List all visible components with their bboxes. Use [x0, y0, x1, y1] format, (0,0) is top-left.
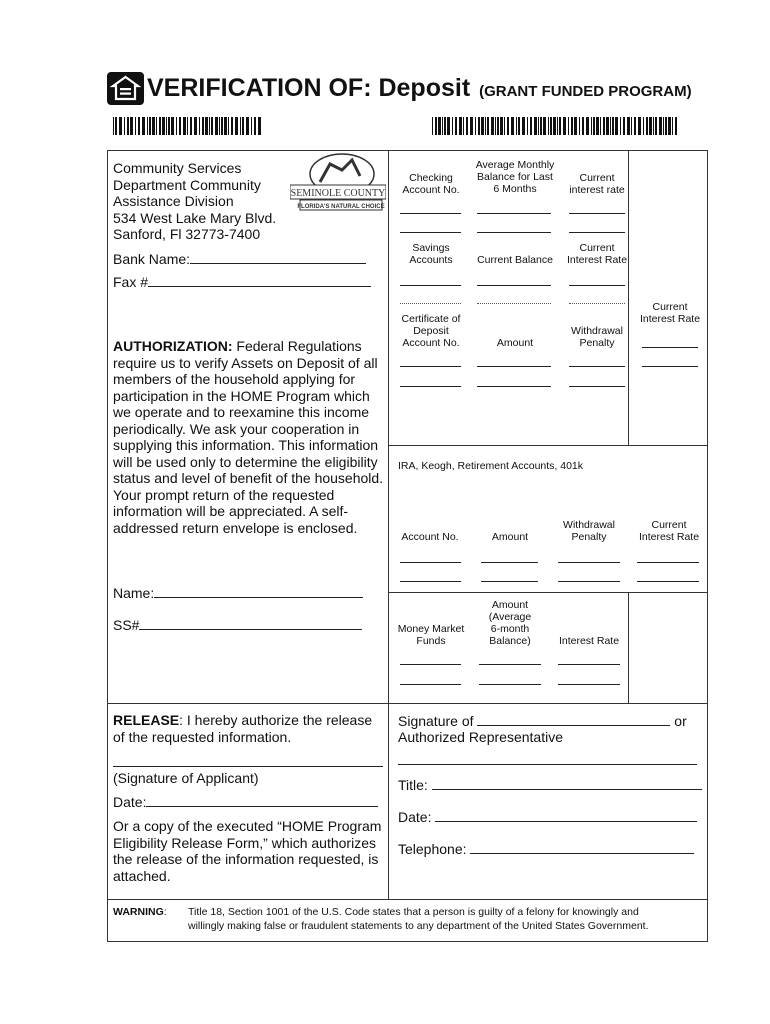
- telephone-field[interactable]: Telephone:: [398, 841, 694, 858]
- cd-amount-header: Amount: [496, 337, 534, 349]
- savings-header: Savings Accounts: [409, 242, 453, 266]
- agency-line: 534 West Lake Mary Blvd.: [113, 209, 277, 226]
- bank-name-field[interactable]: Bank Name:: [113, 251, 366, 268]
- release-copy-text: Or a copy of the executed “HOME Program Eligibility Release Form,” which authorizes the release of the information requested, is attached.: [113, 818, 382, 884]
- release-heading: RELEASE: [113, 712, 180, 728]
- warning-label: WARNING:: [113, 906, 167, 918]
- warning-text: Title 18, Section 1001 of the U.S. Code states that a person is guilty of a felony for knowingly and willingly making false or fraudulent statements to any department of the United States Government.: [188, 906, 649, 932]
- mm-rate-header: Interest Rate: [558, 635, 620, 647]
- ira-penalty-header: Withdrawal Penalty: [563, 519, 615, 543]
- svg-text:SEMINOLE COUNTY: SEMINOLE COUNTY: [290, 188, 386, 199]
- ira-heading: IRA, Keogh, Retirement Accounts, 401k: [398, 460, 584, 472]
- page-subtitle: (GRANT FUNDED PROGRAM): [479, 83, 692, 100]
- authorization-heading: AUTHORIZATION:: [113, 338, 233, 354]
- agency-address: [113, 160, 276, 243]
- agency-line: Department Community: [113, 176, 261, 193]
- savings-rate-header: Current Interest Rate: [566, 242, 628, 266]
- checking-header: Checking Account No.: [402, 172, 460, 196]
- page-title: VERIFICATION OF: Deposit (GRANT FUNDED PROGRAM): [147, 74, 692, 102]
- agency-line: Community Services: [113, 160, 242, 176]
- cd-header: Certificate of Deposit Account No.: [401, 313, 461, 349]
- release-date-field[interactable]: Date:: [113, 794, 378, 811]
- barcode-left: [113, 117, 261, 135]
- current-balance-header: Current Balance: [477, 254, 553, 266]
- release-text: RELEASE: I hereby authorize the release of the requested information.: [113, 712, 373, 745]
- ira-rate-header: Current Interest Rate: [638, 519, 700, 543]
- ira-amount-header: Amount: [491, 531, 529, 543]
- fax-field[interactable]: Fax #: [113, 274, 371, 291]
- barcode-right: [432, 117, 680, 135]
- applicant-name-field[interactable]: Name:: [113, 585, 363, 602]
- applicant-ss-field[interactable]: SS#: [113, 617, 362, 634]
- money-market-header: Money Market Funds: [397, 623, 465, 647]
- title-field[interactable]: Title:: [398, 777, 702, 794]
- avg-balance-header: Average Monthly Balance for Last 6 Months: [475, 159, 555, 195]
- cd-penalty-header: Withdrawal Penalty: [571, 325, 623, 349]
- agency-line: Sanford, Fl 32773-7400: [113, 226, 261, 242]
- cd-rate-header: Current Interest Rate: [639, 301, 701, 325]
- svg-text:FLORIDA'S NATURAL CHOICE: FLORIDA'S NATURAL CHOICE: [297, 204, 385, 210]
- ira-account-header: Account No.: [401, 531, 459, 543]
- agency-line: Assistance Division: [113, 193, 234, 209]
- signature-date-field[interactable]: Date:: [398, 809, 697, 826]
- authorization-text: AUTHORIZATION: Federal Regulations require us to verify Assets on Deposit of all members of the household applying for participation in the HOME Program which we operate and to reexamine this income periodically. We ask your cooperation in supplying this information. This information will be used only to determine the eligibility status and level of benefit of the household. Your prompt return of the requested information will be appreciated. A self- addressed return envelope is enclosed.: [113, 338, 384, 536]
- signature-field[interactable]: Signature of or: [398, 713, 687, 729]
- applicant-signature-label: (Signature of Applicant): [113, 770, 259, 786]
- mm-amount-header: Amount (Average 6-month Balance): [488, 599, 532, 647]
- seminole-county-logo: [290, 152, 386, 214]
- equal-housing-icon: [107, 72, 144, 105]
- current-rate-header: Current interest rate: [569, 172, 625, 196]
- authorized-rep-label: Authorized Representative: [398, 729, 563, 745]
